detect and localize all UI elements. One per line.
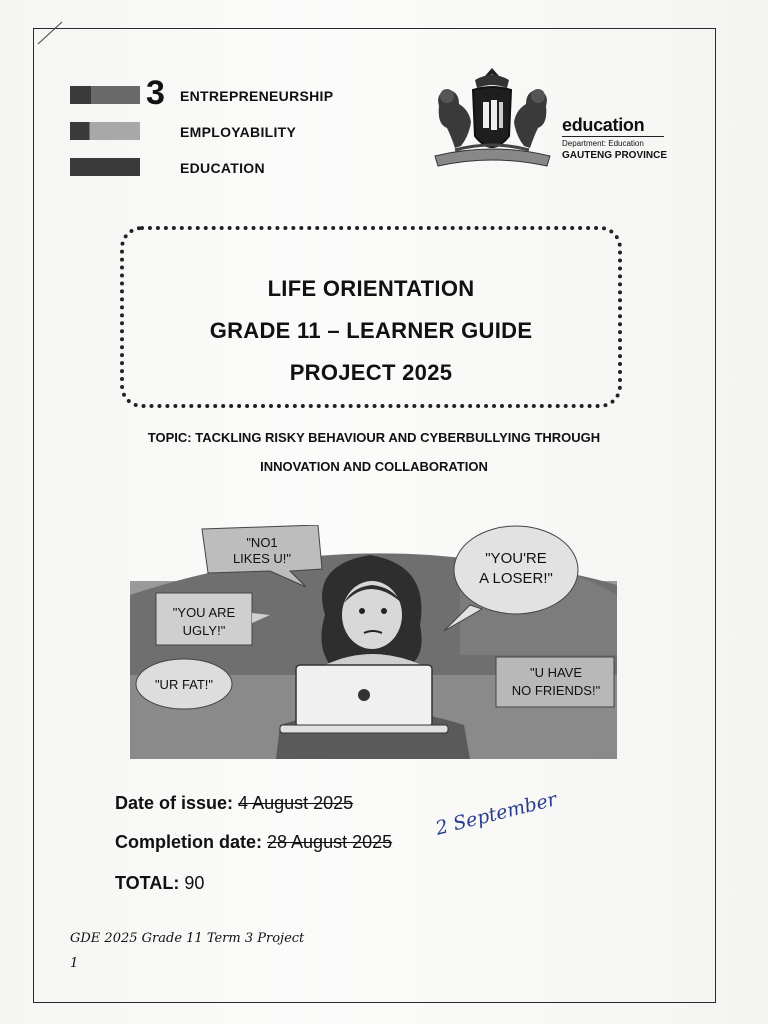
- handwritten-new-date: 2 September: [433, 788, 559, 840]
- date-of-issue-value: 4 August 2025: [238, 793, 354, 813]
- completion-date: Completion date: 28 August 2025: [115, 832, 393, 852]
- topic-line-2: INNOVATION AND COLLABORATION: [260, 459, 488, 474]
- completion-date-value: 28 August 2025: [267, 832, 393, 852]
- logo-line-employability: EMPLOYABILITY: [180, 124, 297, 140]
- logo-bar-1: [70, 86, 140, 104]
- total-marks: TOTAL: 90: [115, 873, 205, 893]
- total-label: TOTAL: [115, 873, 174, 893]
- footer-text: GDE 2025 Grade 11 Term 3 Project: [70, 931, 305, 946]
- title-subject: LIFE ORIENTATION: [267, 276, 475, 301]
- title-box: [120, 226, 622, 408]
- bubble-loser-line2: A LOSER!": [479, 570, 553, 587]
- date-of-issue: Date of issue: 4 August 2025: [115, 793, 354, 813]
- province-name: GAUTENG PROVINCE: [562, 150, 668, 161]
- folded-corner-mark: [36, 18, 76, 58]
- date-of-issue-label: Date of issue: [115, 793, 228, 813]
- logo-bar-2: [70, 122, 140, 140]
- logo-line-education: EDUCATION: [180, 160, 265, 176]
- gauteng-coat-of-arms-logo: [425, 66, 560, 174]
- bubble-fat: "UR FAT!": [154, 677, 214, 692]
- bubble-ugly-line1: "YOU ARE: [172, 605, 236, 620]
- department-name: Department: Education: [562, 139, 644, 148]
- completion-date-label: Completion date: [115, 832, 257, 852]
- bubble-ugly-line2: UGLY!": [182, 623, 226, 638]
- department-logo-word: education: [562, 114, 664, 137]
- bubble-no-friends-line1: "U HAVE: [529, 665, 583, 680]
- logo-line-entrepreneurship: ENTREPRENEURSHIP: [180, 88, 334, 104]
- cyberbullying-illustration: [130, 525, 617, 762]
- bubble-loser-line1: "YOU'RE: [485, 550, 547, 567]
- title-grade: GRADE 11 – LEARNER GUIDE: [209, 318, 533, 343]
- bubble-no1-likes-u-line2: LIKES U!": [232, 551, 292, 566]
- title-project: PROJECT 2025: [289, 360, 453, 385]
- page-number: 1: [70, 956, 79, 971]
- total-value: 90: [184, 873, 205, 893]
- bubble-no-friends-line2: NO FRIENDS!": [511, 683, 601, 698]
- bubble-no1-likes-u-line1: "NO1: [246, 535, 278, 550]
- topic-line-1: TOPIC: TACKLING RISKY BEHAVIOUR AND CYBERBULLYING THROUGH: [147, 430, 601, 445]
- logo-bar-3: [70, 158, 140, 176]
- logo-number: 3: [146, 74, 165, 112]
